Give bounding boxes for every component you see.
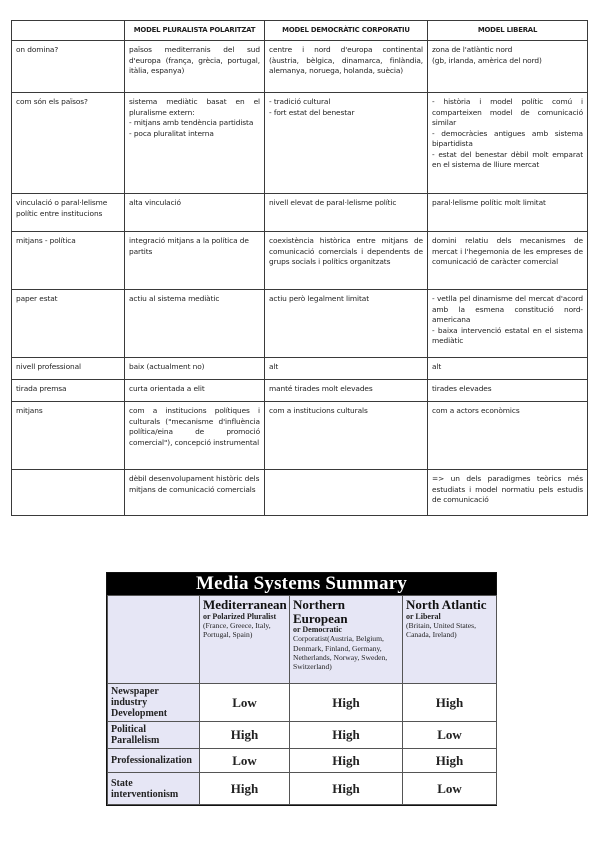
summary-value: High bbox=[403, 749, 497, 773]
table-cell: manté tirades molt elevades bbox=[265, 380, 428, 402]
row-label: mitjans bbox=[12, 402, 125, 470]
system-subtitle: or Democratic bbox=[293, 625, 342, 635]
system-countries: Corporatist(Austria, Belgium, Denmark, Finland, Germany, Netherlands, Norway, Sweden, Switzerland) bbox=[293, 634, 388, 671]
table-cell: alt bbox=[265, 358, 428, 380]
table-cell: - vetlla pel dinamisme del mercat d'acord amb la esmena constitució nord-americana - baixa intervenció estatal en el sistema mediàtic bbox=[428, 290, 588, 358]
header-empty bbox=[12, 21, 125, 41]
header-polarized-pluralist: MODEL PLURALISTA POLARITZAT bbox=[125, 21, 265, 41]
table-cell: com a actors econòmics bbox=[428, 402, 588, 470]
table-row bbox=[12, 290, 588, 358]
system-mediterranean bbox=[200, 596, 290, 684]
system-name: Mediterranean bbox=[203, 597, 287, 612]
table-cell: zona de l'atlàntic nord (gb, irlanda, amèrica del nord) bbox=[428, 41, 588, 93]
table-cell bbox=[265, 470, 428, 516]
table-cell: alta vinculació bbox=[125, 194, 265, 232]
summary-row-label: Professionalization bbox=[108, 749, 200, 773]
system-countries: (France, Greece, Italy, Portugal, Spain) bbox=[203, 620, 271, 639]
table-cell: com a institucions culturals bbox=[265, 402, 428, 470]
row-label: on domina? bbox=[12, 41, 125, 93]
table-cell: => un dels paradigmes teòrics més estudiats i model normatiu pels estudis de comunicació bbox=[428, 470, 588, 516]
table-row bbox=[12, 194, 588, 232]
table-cell: tirades elevades bbox=[428, 380, 588, 402]
table-cell: dèbil desenvolupament històric dels mitjans de comunicació comercials bbox=[125, 470, 265, 516]
system-countries: (Britain, United States, Canada, Ireland) bbox=[406, 620, 477, 639]
header-democratic-corporatist: MODEL DEMOCRÀTIC CORPORATIU bbox=[265, 21, 428, 41]
comparison-table bbox=[11, 20, 588, 516]
table-row bbox=[12, 470, 588, 516]
table-cell: països mediterranis del sud d'europa (frança, grècia, portugal, itàlia, espanya) bbox=[125, 41, 265, 93]
table-cell: actiu però legalment limitat bbox=[265, 290, 428, 358]
table-row bbox=[12, 41, 588, 93]
table-cell: com a institucions polítiques i culturals ("mecanisme d'influència política/eina de promoció comercial"), concepció instrumental bbox=[125, 402, 265, 470]
table-cell: coexistència històrica entre mitjans de comunicació comercials i dependents de grups socials i polítics organitzats bbox=[265, 232, 428, 290]
table-cell: curta orientada a elit bbox=[125, 380, 265, 402]
system-name: Northern European bbox=[293, 597, 348, 626]
summary-value: High bbox=[290, 773, 403, 805]
summary-row-label: Political Parallelism bbox=[108, 722, 200, 749]
summary-value: Low bbox=[403, 722, 497, 749]
summary-value: High bbox=[290, 749, 403, 773]
table-cell: paral·lelisme polític molt limitat bbox=[428, 194, 588, 232]
table-cell: actiu al sistema mediàtic bbox=[125, 290, 265, 358]
table-cell: integració mitjans a la política de partits bbox=[125, 232, 265, 290]
table-row bbox=[12, 402, 588, 470]
table-cell: baix (actualment no) bbox=[125, 358, 265, 380]
summary-value: Low bbox=[200, 749, 290, 773]
summary-row bbox=[108, 722, 497, 749]
table-cell: centre i nord d'europa continental (àustria, bèlgica, dinamarca, finlàndia, alemanya, noruega, holanda, suècia) bbox=[265, 41, 428, 93]
summary-row bbox=[108, 773, 497, 805]
system-subtitle: or Polarized Pluralist bbox=[203, 611, 277, 621]
table-cell: - tradició cultural - fort estat del benestar bbox=[265, 93, 428, 194]
system-name: North Atlantic bbox=[406, 597, 487, 612]
summary-value: Low bbox=[403, 773, 497, 805]
row-label bbox=[12, 470, 125, 516]
summary-row bbox=[108, 684, 497, 722]
summary-table bbox=[107, 595, 497, 805]
table-cell: alt bbox=[428, 358, 588, 380]
header-liberal: MODEL LIBERAL bbox=[428, 21, 588, 41]
table-row bbox=[12, 232, 588, 290]
table-row bbox=[12, 93, 588, 194]
row-label: nivell professional bbox=[12, 358, 125, 380]
system-north-atlantic bbox=[403, 596, 497, 684]
table-cell: domini relatiu dels mecanismes de mercat i l'hegemonia de les empreses de comunicació de caràcter comercial bbox=[428, 232, 588, 290]
table-cell: sistema mediàtic basat en el pluralisme extern: - mitjans amb tendència partidista - poca pluralitat interna bbox=[125, 93, 265, 194]
row-label: mitjans - política bbox=[12, 232, 125, 290]
table-row bbox=[12, 380, 588, 402]
summary-row-label: State interventionism bbox=[108, 773, 200, 805]
table-header-row bbox=[12, 21, 588, 41]
row-label: vinculació o paral·lelisme polític entre institucions bbox=[12, 194, 125, 232]
summary-row-label: Newspaper industry Development bbox=[108, 684, 200, 722]
summary-value: High bbox=[290, 722, 403, 749]
system-northern-european bbox=[290, 596, 403, 684]
summary-value: High bbox=[200, 773, 290, 805]
media-systems-summary-figure bbox=[106, 572, 497, 806]
summary-corner bbox=[108, 596, 200, 684]
summary-value: High bbox=[200, 722, 290, 749]
system-subtitle: or Liberal bbox=[406, 611, 441, 621]
summary-header-row bbox=[108, 596, 497, 684]
table-cell: nivell elevat de paral·lelisme polític bbox=[265, 194, 428, 232]
table-row bbox=[12, 358, 588, 380]
table-cell: - història i model polític comú i comparteixen model de comunicació similar - democràcies antigues amb sistema bipartidista - estat del benestar dèbil molt emparat en el sistema de lliure mercat bbox=[428, 93, 588, 194]
summary-row bbox=[108, 749, 497, 773]
row-label: com són els països? bbox=[12, 93, 125, 194]
row-label: paper estat bbox=[12, 290, 125, 358]
summary-value: High bbox=[290, 684, 403, 722]
summary-value: High bbox=[403, 684, 497, 722]
row-label: tirada premsa bbox=[12, 380, 125, 402]
summary-value: Low bbox=[200, 684, 290, 722]
summary-title: Media Systems Summary bbox=[107, 573, 496, 595]
